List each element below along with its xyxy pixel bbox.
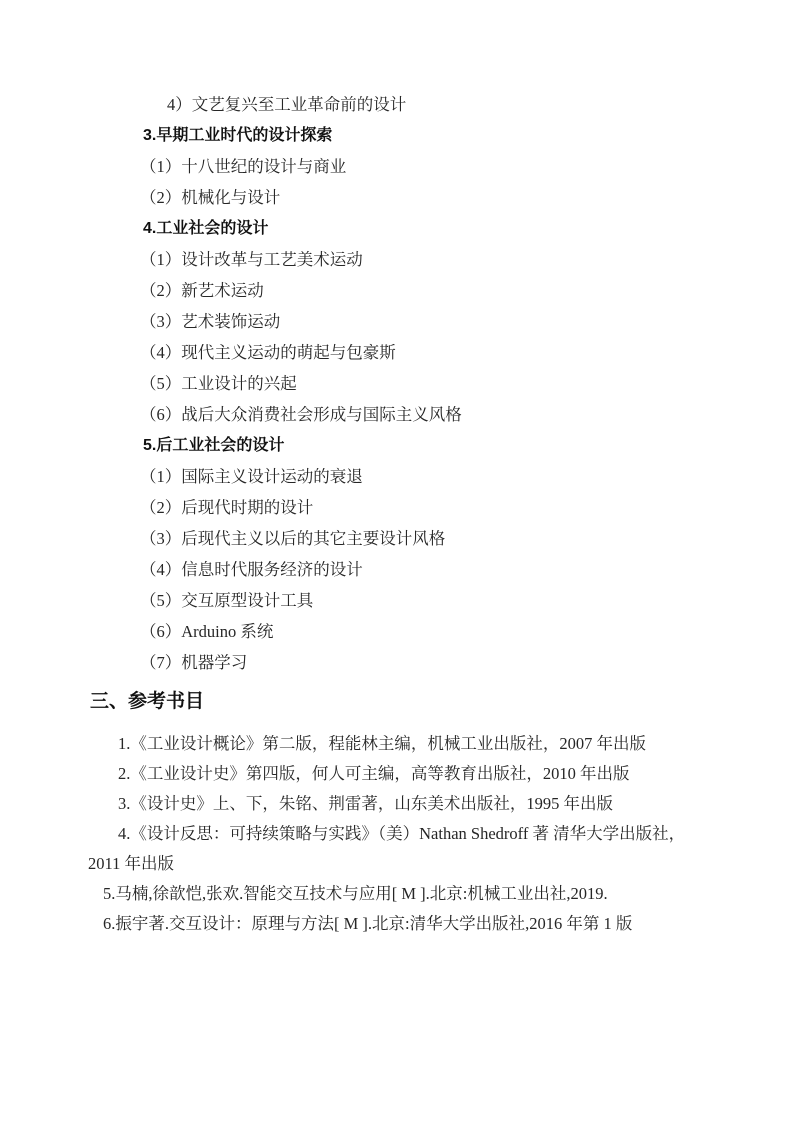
reference-item: 2.《工业设计史》第四版，何人可主编，高等教育出版社，2010 年出版 xyxy=(118,764,630,783)
reference-item: 5.马楠,徐歆恺,张欢.智能交互技术与应用[ M ].北京:机械工业出社,2019. xyxy=(103,884,608,903)
outline-line: （4）信息时代服务经济的设计 xyxy=(140,560,363,579)
outline-line: （5）工业设计的兴起 xyxy=(140,374,297,393)
outline-heading: 4.工业社会的设计 xyxy=(143,220,269,237)
outline-line: （2）新艺术运动 xyxy=(140,281,264,300)
outline-heading: 5.后工业社会的设计 xyxy=(143,437,285,454)
references-heading: 三、参考书目 xyxy=(90,691,205,712)
reference-item: 3.《设计史》上、下，朱铭、荆雷著，山东美术出版社，1995 年出版 xyxy=(118,794,613,813)
reference-item: 1.《工业设计概论》第二版，程能林主编，机械工业出版社，2007 年出版 xyxy=(118,734,646,753)
outline-line: （7）机器学习 xyxy=(140,653,248,672)
outline-line: （1）十八世纪的设计与商业 xyxy=(140,157,347,176)
outline-heading: 3.早期工业时代的设计探索 xyxy=(143,127,333,144)
outline-line: （2）机械化与设计 xyxy=(140,188,281,207)
outline-line: （5）交互原型设计工具 xyxy=(140,591,314,610)
outline-line: （1）国际主义设计运动的衰退 xyxy=(140,467,363,486)
outline-line: （3）艺术装饰运动 xyxy=(140,312,281,331)
outline-line: （1）设计改革与工艺美术运动 xyxy=(140,250,363,269)
reference-item: 4.《设计反思：可持续策略与实践》（美）Nathan Shedroff 著 清华大学出版社，2011 年出版 xyxy=(88,824,686,873)
outline-line: （3）后现代主义以后的其它主要设计风格 xyxy=(140,529,446,548)
reference-item: 6.振宇著.交互设计：原理与方法[ M ].北京:清华大学出版社,2016 年第 1 版 xyxy=(103,914,633,933)
outline-line: （6）战后大众消费社会形成与国际主义风格 xyxy=(140,405,462,424)
outline-line: （4）现代主义运动的萌起与包豪斯 xyxy=(140,343,396,362)
outline-line: （6）Arduino 系统 xyxy=(140,622,274,641)
outline-line: （2）后现代时期的设计 xyxy=(140,498,314,517)
outline-line: 4）文艺复兴至工业革命前的设计 xyxy=(167,95,407,114)
